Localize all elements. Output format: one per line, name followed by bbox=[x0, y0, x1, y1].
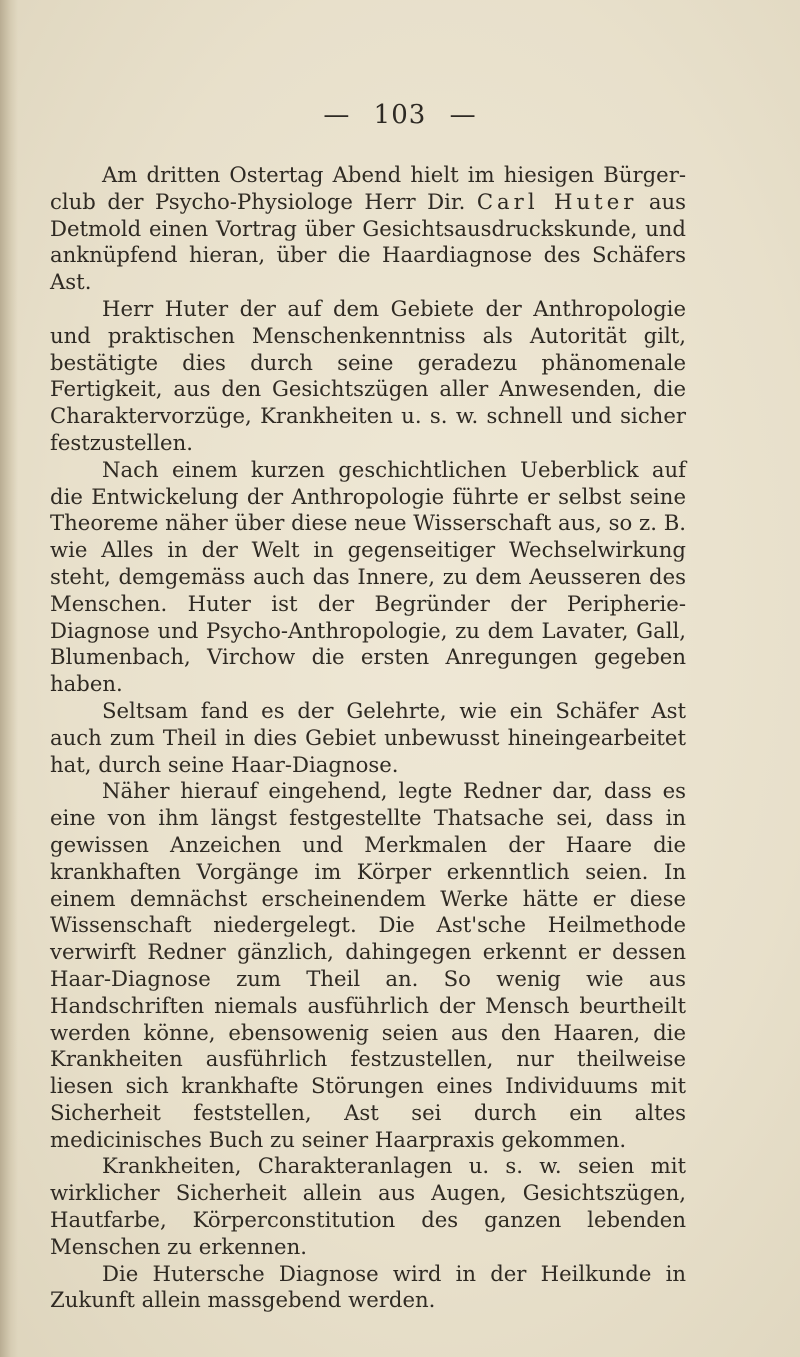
speaker-name: Carl Huter bbox=[476, 188, 638, 214]
article-body bbox=[50, 162, 686, 1314]
header-dash-right: — bbox=[449, 100, 477, 130]
paragraph-1 bbox=[50, 162, 686, 296]
paragraph-1-before: Am dritten Ostertag Abend hielt im hiesigen Bürger-club der Psycho-Physiologe Herr Dir. bbox=[50, 162, 686, 214]
paragraph-3: Nach einem kurzen geschichtlichen Ueberblick auf die Entwickelung der Anthropologie führte er selbst seine Theoreme näher über diese neue Wisserschaft aus, so z. B. wie Alles in der Welt in gegenseitiger Wechselwirkung steht, demgemäss auch das Innere, zu dem Aeusseren des Menschen. Huter ist der Begründer der Peripherie-Diagnose und Psycho-Anthropologie, zu dem Lavater, Gall, Blumenbach, Virchow die ersten Anregungen gegeben haben. bbox=[50, 456, 686, 697]
paragraph-4: Seltsam fand es der Gelehrte, wie ein Schäfer Ast auch zum Theil in dies Gebiet unbewusst hineingearbeitet hat, durch seine Haar-Diagnose. bbox=[50, 697, 686, 777]
page-binding-edge bbox=[0, 0, 18, 1357]
paragraph-1-after: aus Detmold einen Vortrag über Gesichtsausdruckskunde, und anknüpfend hieran, über die Haardiagnose des Schäfers Ast. bbox=[50, 188, 686, 295]
paragraph-2: Herr Huter der auf dem Gebiete der Anthropologie und praktischen Menschenkenntniss als Autorität gilt, bestätigte dies durch seine geradezu phänomenale Fertigkeit, aus den Gesichtszügen aller Anwesenden, die Charaktervorzüge, Krankheiten u. s. w. schnell und sicher festzustellen. bbox=[50, 295, 686, 455]
header-dash-left: — bbox=[323, 100, 351, 130]
page-header bbox=[0, 100, 800, 130]
paragraph-5: Näher hierauf eingehend, legte Redner dar, dass es eine von ihm längst festgestellte Thatsache sei, dass in gewissen Anzeichen und Merkmalen der Haare die krankhaften Vorgänge im Körper erkenntlich seien. In einem demnächst erscheinendem Werke hätte er diese Wissenschaft niedergelegt. Die Ast'sche Heilmethode verwirft Redner gänzlich, dahingegen erkennt er dessen Haar-Diagnose zum Theil an. So wenig wie aus Handschriften niemals ausführlich der Mensch beurtheilt werden könne, ebensowenig seien aus den Haaren, die Krankheiten ausführlich festzustellen, nur theilweise liesen sich krankhafte Störungen eines Individuums mit Sicherheit feststellen, Ast sei durch ein altes medicinisches Buch zu seiner Haarpraxis gekommen. bbox=[50, 778, 686, 1152]
paragraph-7: Die Hutersche Diagnose wird in der Heilkunde in Zukunft allein massgebend werden. bbox=[50, 1260, 686, 1313]
page-number: 103 bbox=[373, 100, 427, 130]
paragraph-6: Krankheiten, Charakteranlagen u. s. w. seien mit wirklicher Sicherheit allein aus Augen, Gesichtszügen, Hautfarbe, Körperconstitution des ganzen lebenden Menschen zu erkennen. bbox=[50, 1153, 686, 1259]
